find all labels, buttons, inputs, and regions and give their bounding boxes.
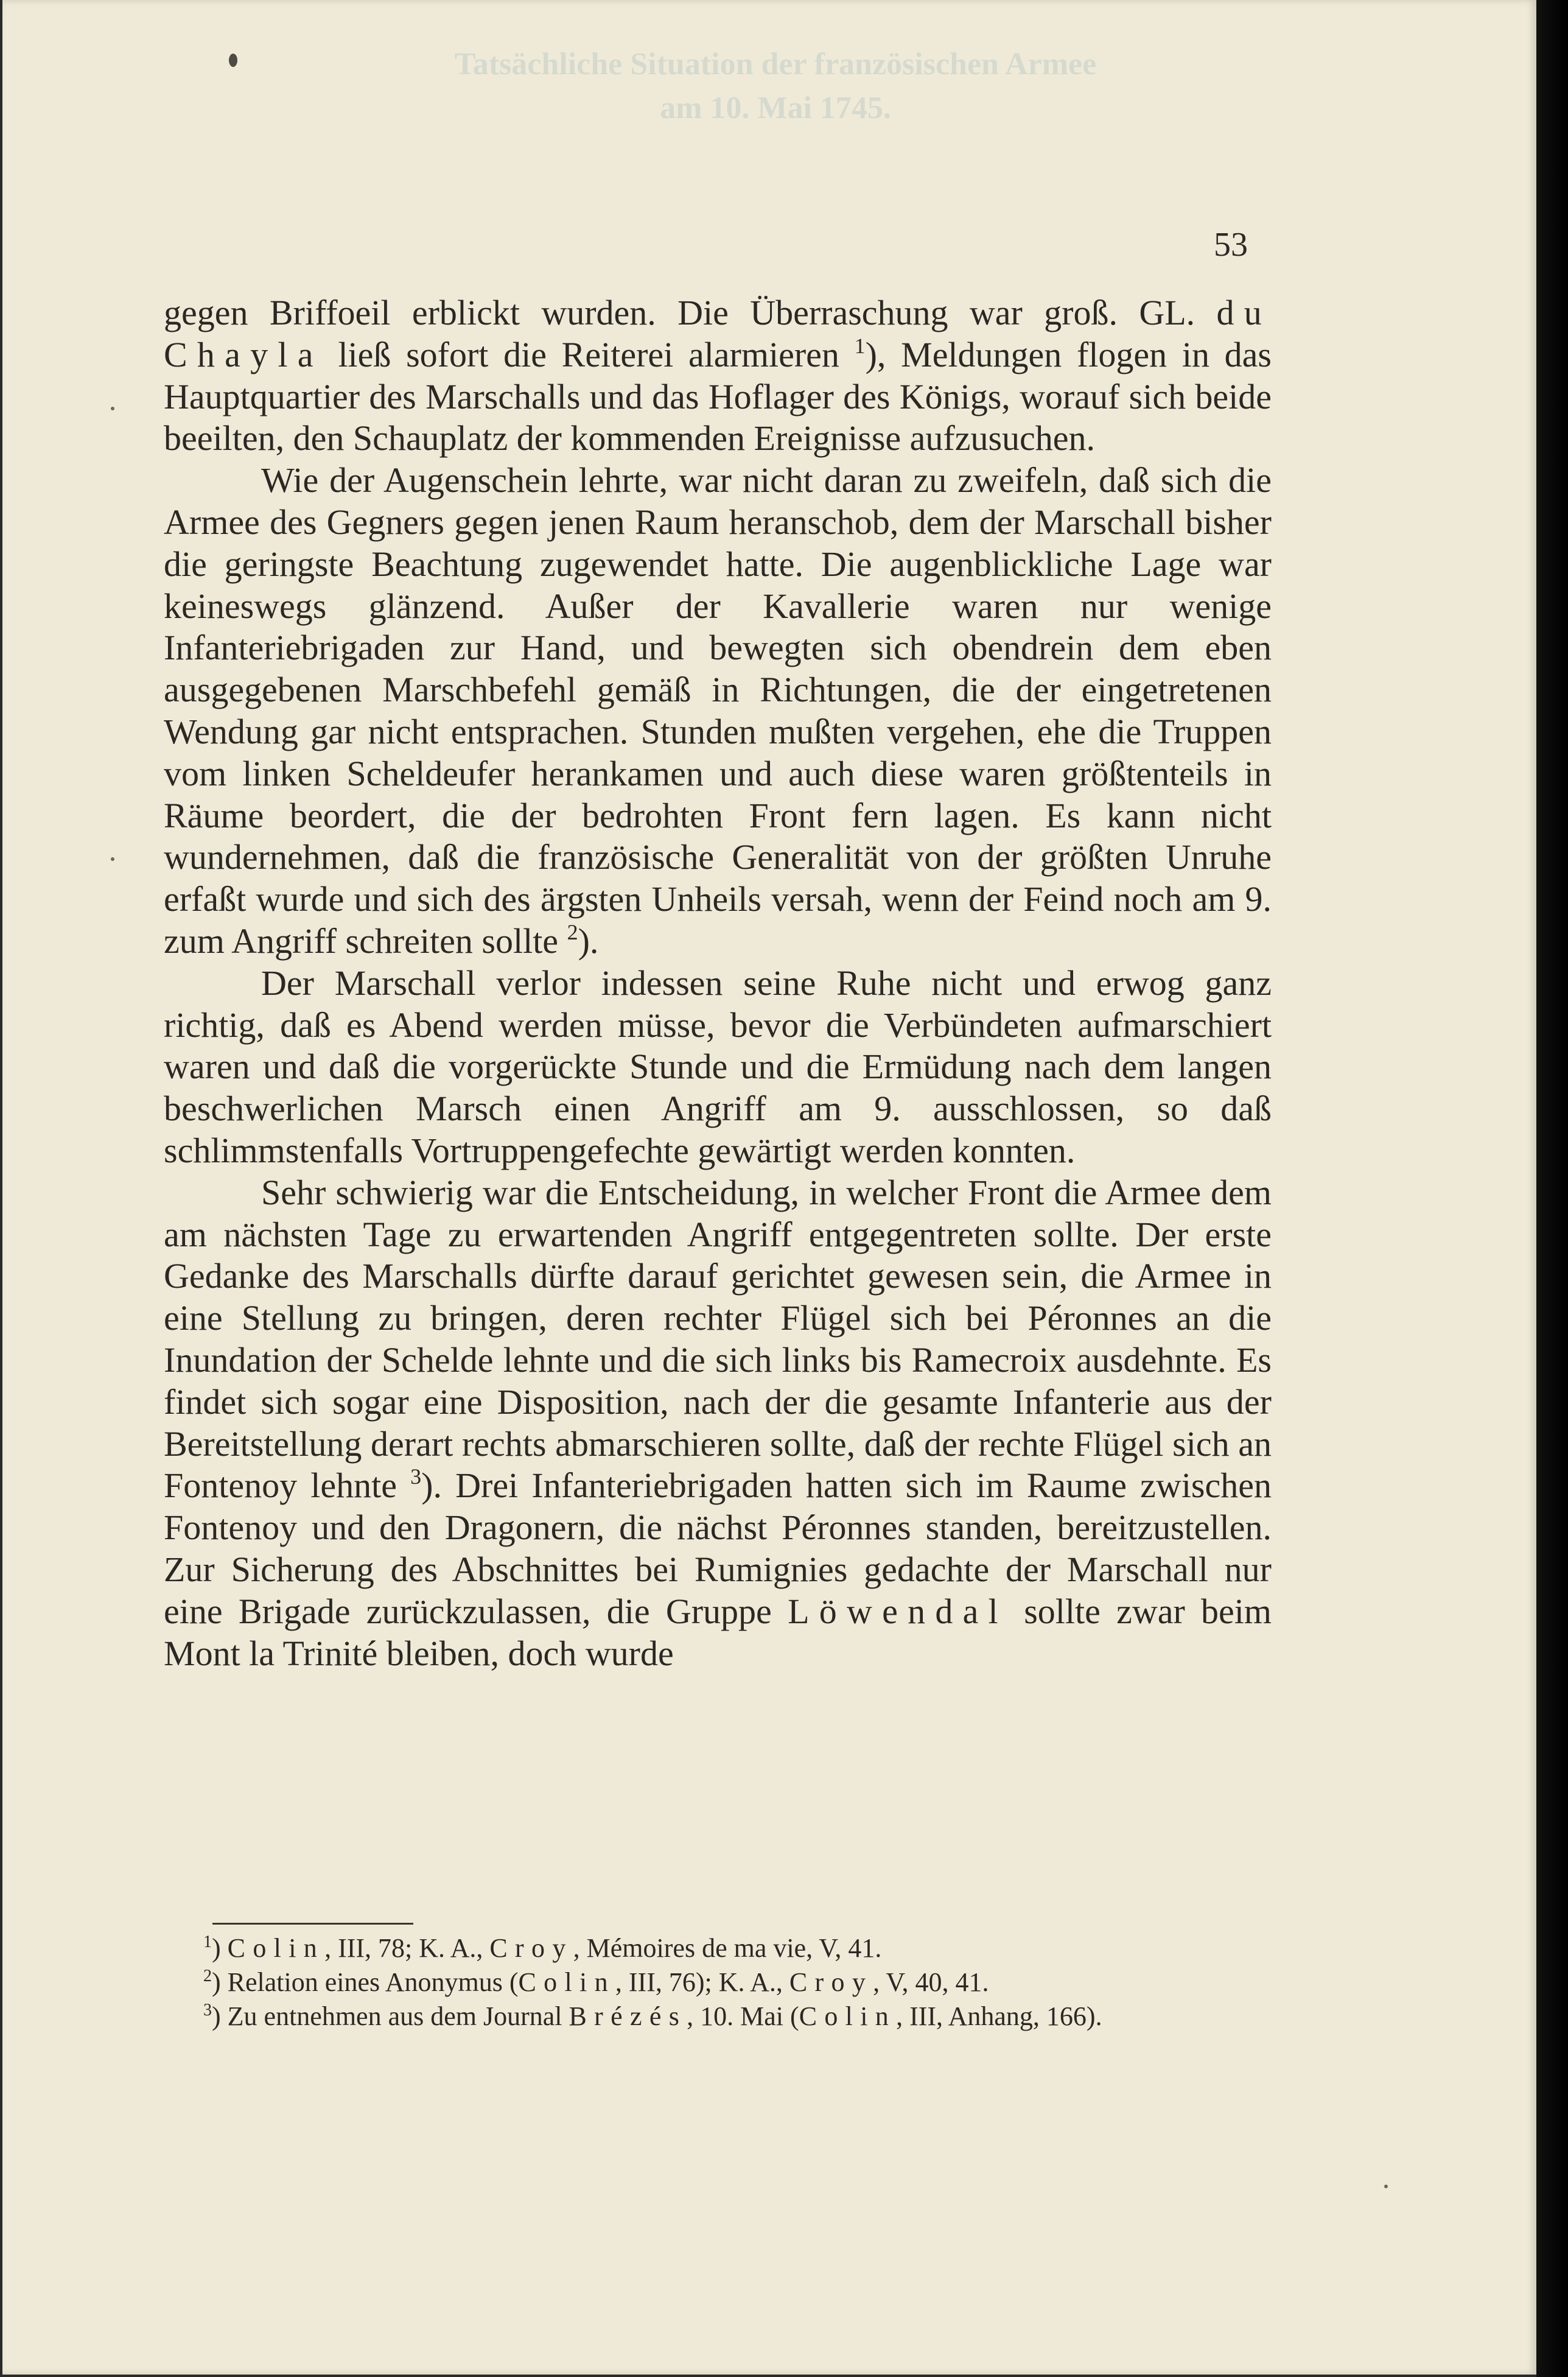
- fn-text: , 10. Mai (: [687, 2001, 799, 2031]
- text-run: Wie der Augenschein lehrte, war nicht daran zu zweifeln, daß sich die Armee des Gegners gegen jenen Raum heranschob, dem der Marschall bisher die geringste Beachtung zugewendet hatte. Die augenblickliche Lage war keineswegs glänzend. Außer der Kavallerie waren nur wenige Infanteriebrigaden zur Hand, und bewegten sich obendrein dem eben ausgegebenen Marschbefehl gemäß in Richtungen, die der eingetretenen Wendung gar nicht entsprachen. Stunden mußten vergehen, ehe die Truppen vom linken Scheldeufer herankamen und auch diese waren größtenteils in Räume beordert, die der bedrohten Front fern lagen. Es kann nicht wundernehmen, daß die französische Generalität von der größten Unruhe erfaßt wurde und sich des ärgsten Unheils versah, wenn der Feind noch am 9. zum Angriff schreiten sollte: [164, 460, 1272, 961]
- paragraph-3: [164, 963, 1272, 1172]
- speck: [111, 407, 114, 410]
- body-text: [164, 292, 1272, 1674]
- fn-text: , III, Anhang, 166).: [896, 2001, 1102, 2031]
- fn-text: , V, 40, 41.: [873, 1967, 989, 1997]
- fn-text: , Mémoires de ma vie, V, 41.: [573, 1933, 882, 1963]
- person-name-du-chayla: du Chayla: [164, 293, 1272, 374]
- fn-author: Croy: [789, 1967, 873, 1997]
- fn-author: Colin: [518, 1967, 615, 1997]
- footnote-mark-2: 2: [567, 919, 578, 944]
- ink-smudge: [229, 54, 237, 67]
- fn-author: Colin: [799, 2001, 897, 2031]
- page-number: 53: [1214, 226, 1248, 264]
- fn-paren: ): [212, 1933, 221, 1963]
- fn-paren: ): [212, 2001, 221, 2031]
- person-name-loewendal: Löwendal: [788, 1591, 1008, 1631]
- text-run: ).: [578, 921, 599, 961]
- fn-author: Brézés: [569, 2001, 687, 2031]
- speck: [1384, 2185, 1388, 2188]
- footnote-mark-1: 1: [854, 333, 866, 358]
- fn-text: , III, 78; K. A.,: [324, 1933, 483, 1963]
- footnote-3: [164, 2000, 1272, 2034]
- footnotes: [164, 1931, 1272, 2034]
- bleed-line-1: Tatsächliche Situation der französischen Armee: [454, 47, 1097, 82]
- footnote-2: [164, 1965, 1272, 2000]
- footnote-number: 2: [203, 1967, 212, 1986]
- paragraph-2: [164, 460, 1272, 963]
- text-run: flogen in das Hauptquartier des Marschalls und das Hoflager des Königs, worauf sich beide beeilten, den Schauplatz der kommenden Ereignisse aufzusuchen.: [164, 334, 1272, 458]
- text-run: Der Marschall verlor indessen seine Ruhe nicht und erwog ganz richtig, daß es Abend werden müsse, bevor die Verbündeten aufmarschiert waren und daß die vorgerückte Stunde und die Ermüdung nach dem langen beschwerlichen Marsch einen Angriff am 9. ausschlossen, so daß schlimmstenfalls Vortruppengefechte gewärtigt werden konnten.: [164, 963, 1272, 1170]
- text-run: ), Meldungen: [865, 334, 1062, 374]
- text-run: gegen Briffoeil erblickt wurden. Die Überraschung war groß.: [164, 293, 1118, 332]
- paragraph-4: [164, 1172, 1272, 1675]
- footnote-mark-3: 3: [410, 1464, 422, 1489]
- footnote-number: 1: [203, 1933, 212, 1951]
- paragraph-1: [164, 292, 1272, 460]
- fn-paren: ): [212, 1967, 221, 1997]
- bleed-line-2: am 10. Mai 1745.: [660, 91, 891, 125]
- fn-text: Relation eines Anonymus (: [227, 1967, 519, 1997]
- fn-author: Croy: [489, 1933, 573, 1963]
- book-page: [2, 0, 1536, 2375]
- scan-border: [1536, 0, 1568, 2377]
- text-run: sollte zwar beim Mont la Trinité bleiben, doch wurde: [164, 1591, 1272, 1673]
- footnote-number: 3: [203, 2001, 212, 2020]
- footnote-divider: [212, 1923, 413, 1925]
- text-run: Sehr schwierig war die Entscheidung, in welcher Front die Armee dem am nächsten Tage zu erwartenden Angriff entgegentreten sollte. Der erste Gedanke des Marschalls dürfte darauf gerichtet gewesen sein, die Armee in eine Stellung zu bringen, deren rechter Flügel sich bei Péronnes an die Inundation der Schelde lehnte und die sich links bis Ramecroix ausdehnte. Es findet sich sogar eine Disposition, nach der die gesamte Infanterie aus der Bereitstellung derart rechts abmarschieren sollte, daß der rechte Flügel sich an Fontenoy lehnte: [164, 1172, 1272, 1506]
- fn-author: Colin: [227, 1933, 325, 1963]
- text-run: ). Drei Infanteriebrigaden hatten sich im Raume zwischen Fontenoy und den Dragonern, die nächst Péronnes standen, bereitzustellen. Zur Sicherung des Abschnittes bei Rumignies gedachte der Marschall nur eine Brigade zurückzulassen, die Gruppe: [164, 1466, 1272, 1631]
- fn-text: Zu entnehmen aus dem Journal: [227, 2001, 562, 2031]
- speck: [111, 857, 114, 861]
- bleed-through-text: [319, 43, 1232, 130]
- text-run: ließ sofort die Reiterei alarmieren: [338, 334, 839, 374]
- fn-text: , III, 76); K. A.,: [615, 1967, 783, 1997]
- footnote-1: [164, 1931, 1272, 1965]
- text-run: GL.: [1139, 293, 1195, 332]
